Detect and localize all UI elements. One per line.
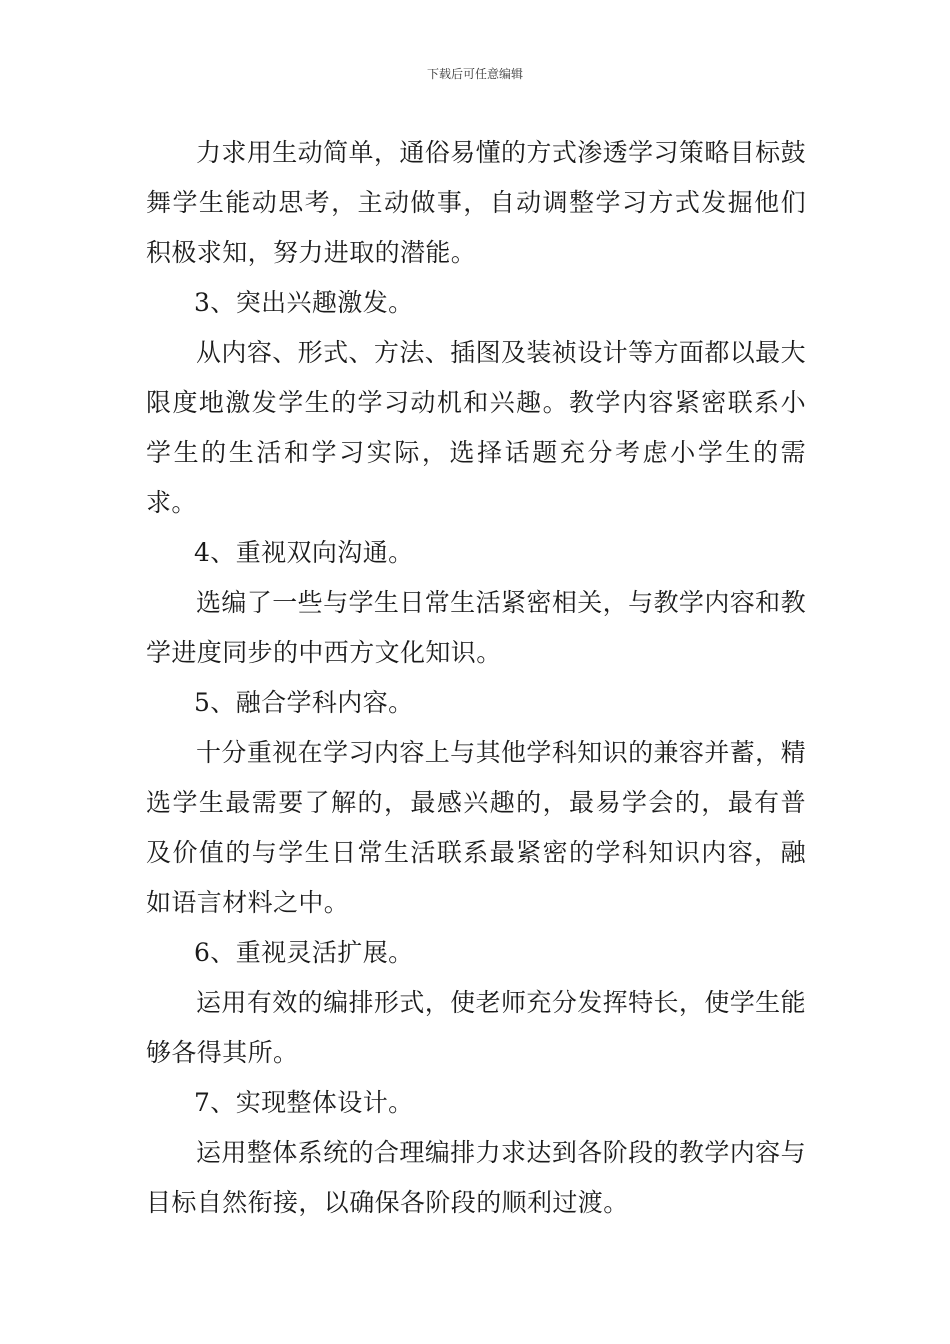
paragraph-learning-strategy: 力求用生动简单，通俗易懂的方式渗透学习策略目标鼓舞学生能动思考，主动做事，自动调整学习方式发掘他们积极求知，努力进取的潜能。 [146, 138, 806, 267]
heading-overall-design: 7、实现整体设计。 [194, 1088, 414, 1117]
document-body [146, 128, 806, 1228]
heading-subjects: 5、融合学科内容。 [194, 688, 414, 717]
paragraph-subjects: 十分重视在学习内容上与其他学科知识的兼容并蓄，精选学生最需要了解的，最感兴趣的，最易学会的，最有普及价值的与学生日常生活联系最紧密的学科知识内容，融如语言材料之中。 [146, 738, 806, 917]
paragraph-interest: 从内容、形式、方法、插图及装祯设计等方面都以最大限度地激发学生的学习动机和兴趣。教学内容紧密联系小学生的生活和学习实际，选择话题充分考虑小学生的需求。 [146, 338, 806, 517]
page-header: 下载后可任意编辑 [426, 67, 523, 81]
paragraph-communication: 选编了一些与学生日常生活紧密相关，与教学内容和教学进度同步的中西方文化知识。 [146, 588, 806, 667]
heading-communication: 4、重视双向沟通。 [194, 538, 414, 567]
heading-flexibility: 6、重视灵活扩展。 [194, 938, 414, 967]
paragraph-flexibility: 运用有效的编排形式，使老师充分发挥特长，使学生能够各得其所。 [146, 988, 806, 1067]
heading-interest: 3、突出兴趣激发。 [194, 288, 414, 317]
paragraph-overall-design: 运用整体系统的合理编排力求达到各阶段的教学内容与目标自然衔接，以确保各阶段的顺利过渡。 [146, 1138, 806, 1217]
